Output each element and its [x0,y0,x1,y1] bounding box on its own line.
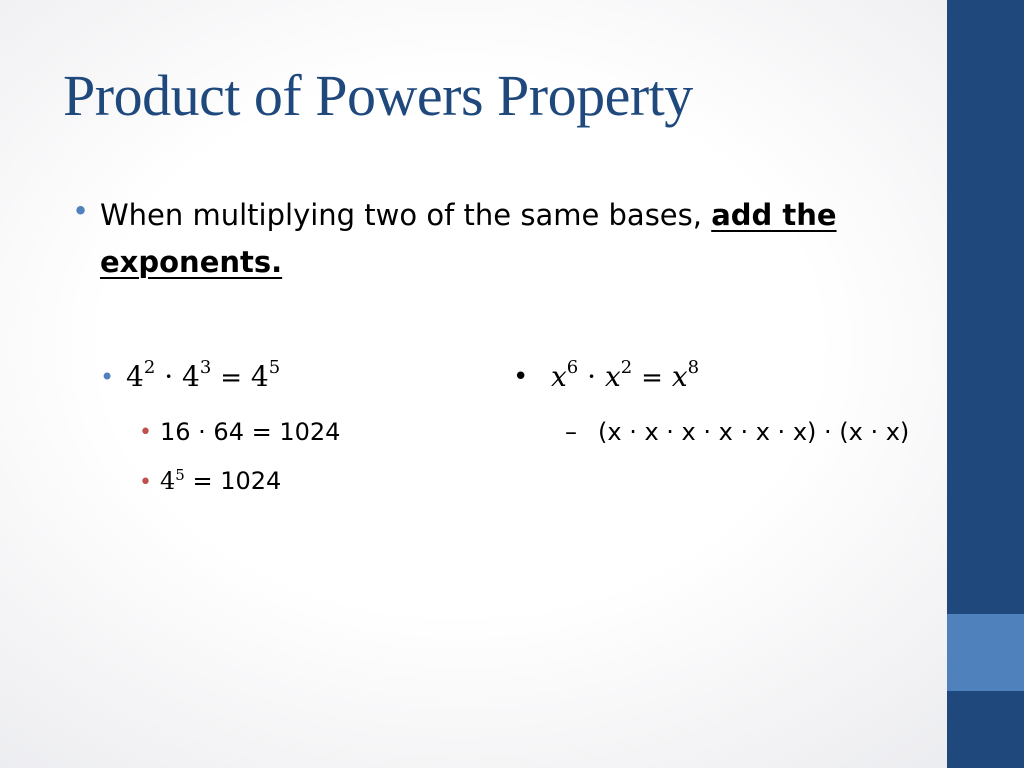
sub-bullet-dot: • [139,420,152,445]
intro-text [100,192,920,286]
bullet-dot: • [100,363,115,391]
left-equation: $4^2 \cdot 4^3 = 4^5$ [126,356,281,393]
bullet-dot: • [72,194,90,228]
intro-emphasis-2: exponents. [100,245,283,279]
sub-bullet-dot: • [139,470,152,495]
intro-emphasis-1: add the [711,198,837,232]
right-decorative-bar [947,0,1024,768]
right-bullet-dot: • [513,362,529,392]
left-sub-item-2: $4^5 = 1024$ [160,466,282,495]
intro-plain: When multiplying two of the same bases, [100,198,712,232]
left-sub-item-1: 16 · 64 = 1024 [160,418,341,446]
right-equation: $x^6 \cdot x^2 = x^8$ [551,356,700,393]
slide-title: Product of Powers Property [63,63,693,128]
right-bar-accent-block [947,614,1024,691]
right-sub-dash: – [565,418,577,446]
right-sub-expansion: (x · x · x · x · x · x) · (x · x) [598,418,910,446]
